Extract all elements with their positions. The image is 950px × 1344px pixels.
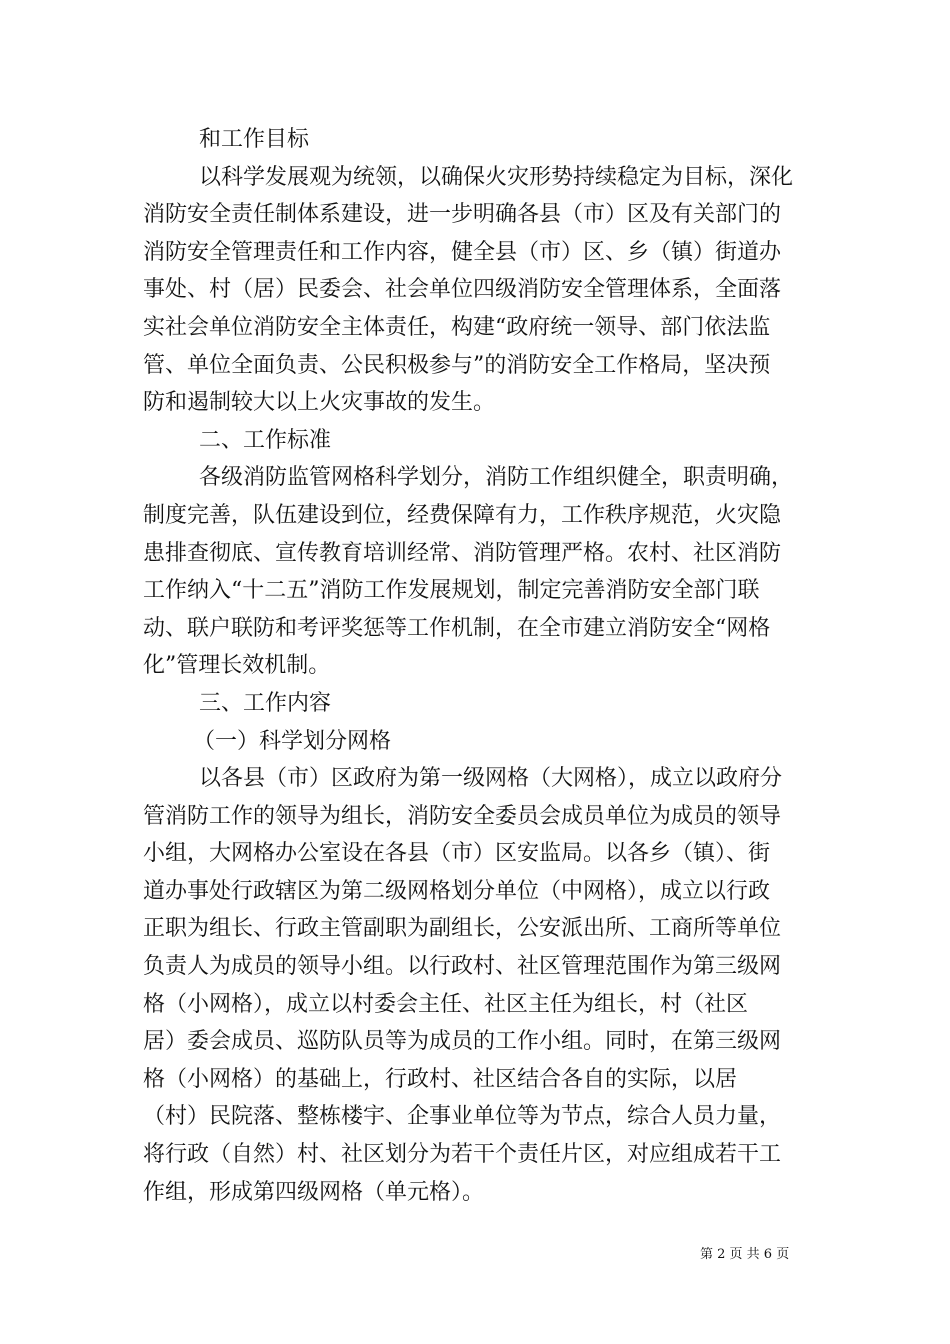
- text-line: 防和遏制较大以上火灾事故的发生。: [143, 390, 496, 416]
- text-line: 小组，大网格办公室设在各县（市）区安监局。以各乡（镇）、街: [143, 841, 771, 867]
- text-line: 将行政（自然）村、社区划分为若干个责任片区，对应组成若干工: [143, 1142, 782, 1168]
- text-line: 动、联户联防和考评奖惩等工作机制，在全市建立消防安全“网格: [143, 615, 771, 641]
- text-line: （一）科学划分网格: [193, 728, 392, 754]
- document-body: [143, 121, 808, 1211]
- text-line: 居）委会成员、巡防队员等为成员的工作小组。同时，在第三级网: [143, 1029, 782, 1055]
- text-line: 以各县（市）区政府为第一级网格（大网格），成立以政府分: [199, 766, 783, 792]
- text-line: 格（小网格）的基础上，行政村、社区结合各自的实际，以居: [143, 1066, 738, 1092]
- text-line: （村）民院落、整栋楼宇、企事业单位等为节点，综合人员力量，: [143, 1104, 782, 1130]
- text-line: 管消防工作的领导为组长，消防安全委员会成员单位为成员的领导: [143, 803, 782, 829]
- text-line: 消防安全管理责任和工作内容，健全县（市）区、乡（镇）街道办: [143, 239, 782, 265]
- text-line: 事处、村（居）民委会、社会单位四级消防安全管理体系，全面落: [143, 277, 782, 303]
- text-line: 正职为组长、行政主管副职为副组长，公安派出所、工商所等单位: [143, 916, 782, 942]
- text-line: 制度完善，队伍建设到位，经费保障有力，工作秩序规范，火灾隐: [143, 502, 782, 528]
- text-line: 实社会单位消防安全主体责任，构建“政府统一领导、部门依法监: [143, 314, 771, 340]
- text-line: 格（小网格），成立以村委会主任、社区主任为组长，村（社区: [143, 991, 749, 1017]
- text-line: 负责人为成员的领导小组。以行政村、社区管理范围作为第三级网: [143, 954, 782, 980]
- text-line: 管、单位全面负责、公民积极参与”的消防安全工作格局，坚决预: [143, 352, 771, 378]
- text-line: 和工作目标: [199, 127, 310, 152]
- text-line: 各级消防监管网格科学划分，消防工作组织健全，职责明确，: [199, 465, 794, 491]
- text-line: 工作纳入“十二五”消防工作发展规划，制定完善消防安全部门联: [143, 578, 760, 604]
- text-line: 消防安全责任制体系建设，进一步明确各县（市）区及有关部门的: [143, 202, 782, 228]
- text-line: 三、工作内容: [199, 690, 332, 716]
- text-line: 道办事处行政辖区为第二级网格划分单位（中网格），成立以行政: [143, 878, 771, 904]
- page-number: 第 2 页 共 6 页: [700, 1247, 790, 1262]
- text-line: 作组，形成第四级网格（单元格）。: [143, 1179, 485, 1205]
- text-line: 以科学发展观为统领，以确保火灾形势持续稳定为目标，深化: [199, 164, 794, 190]
- text-line: 患排查彻底、宣传教育培训经常、消防管理严格。农村、社区消防: [143, 540, 782, 566]
- text-line: 二、工作标准: [199, 427, 332, 453]
- text-line: 化”管理长效机制。: [143, 653, 331, 679]
